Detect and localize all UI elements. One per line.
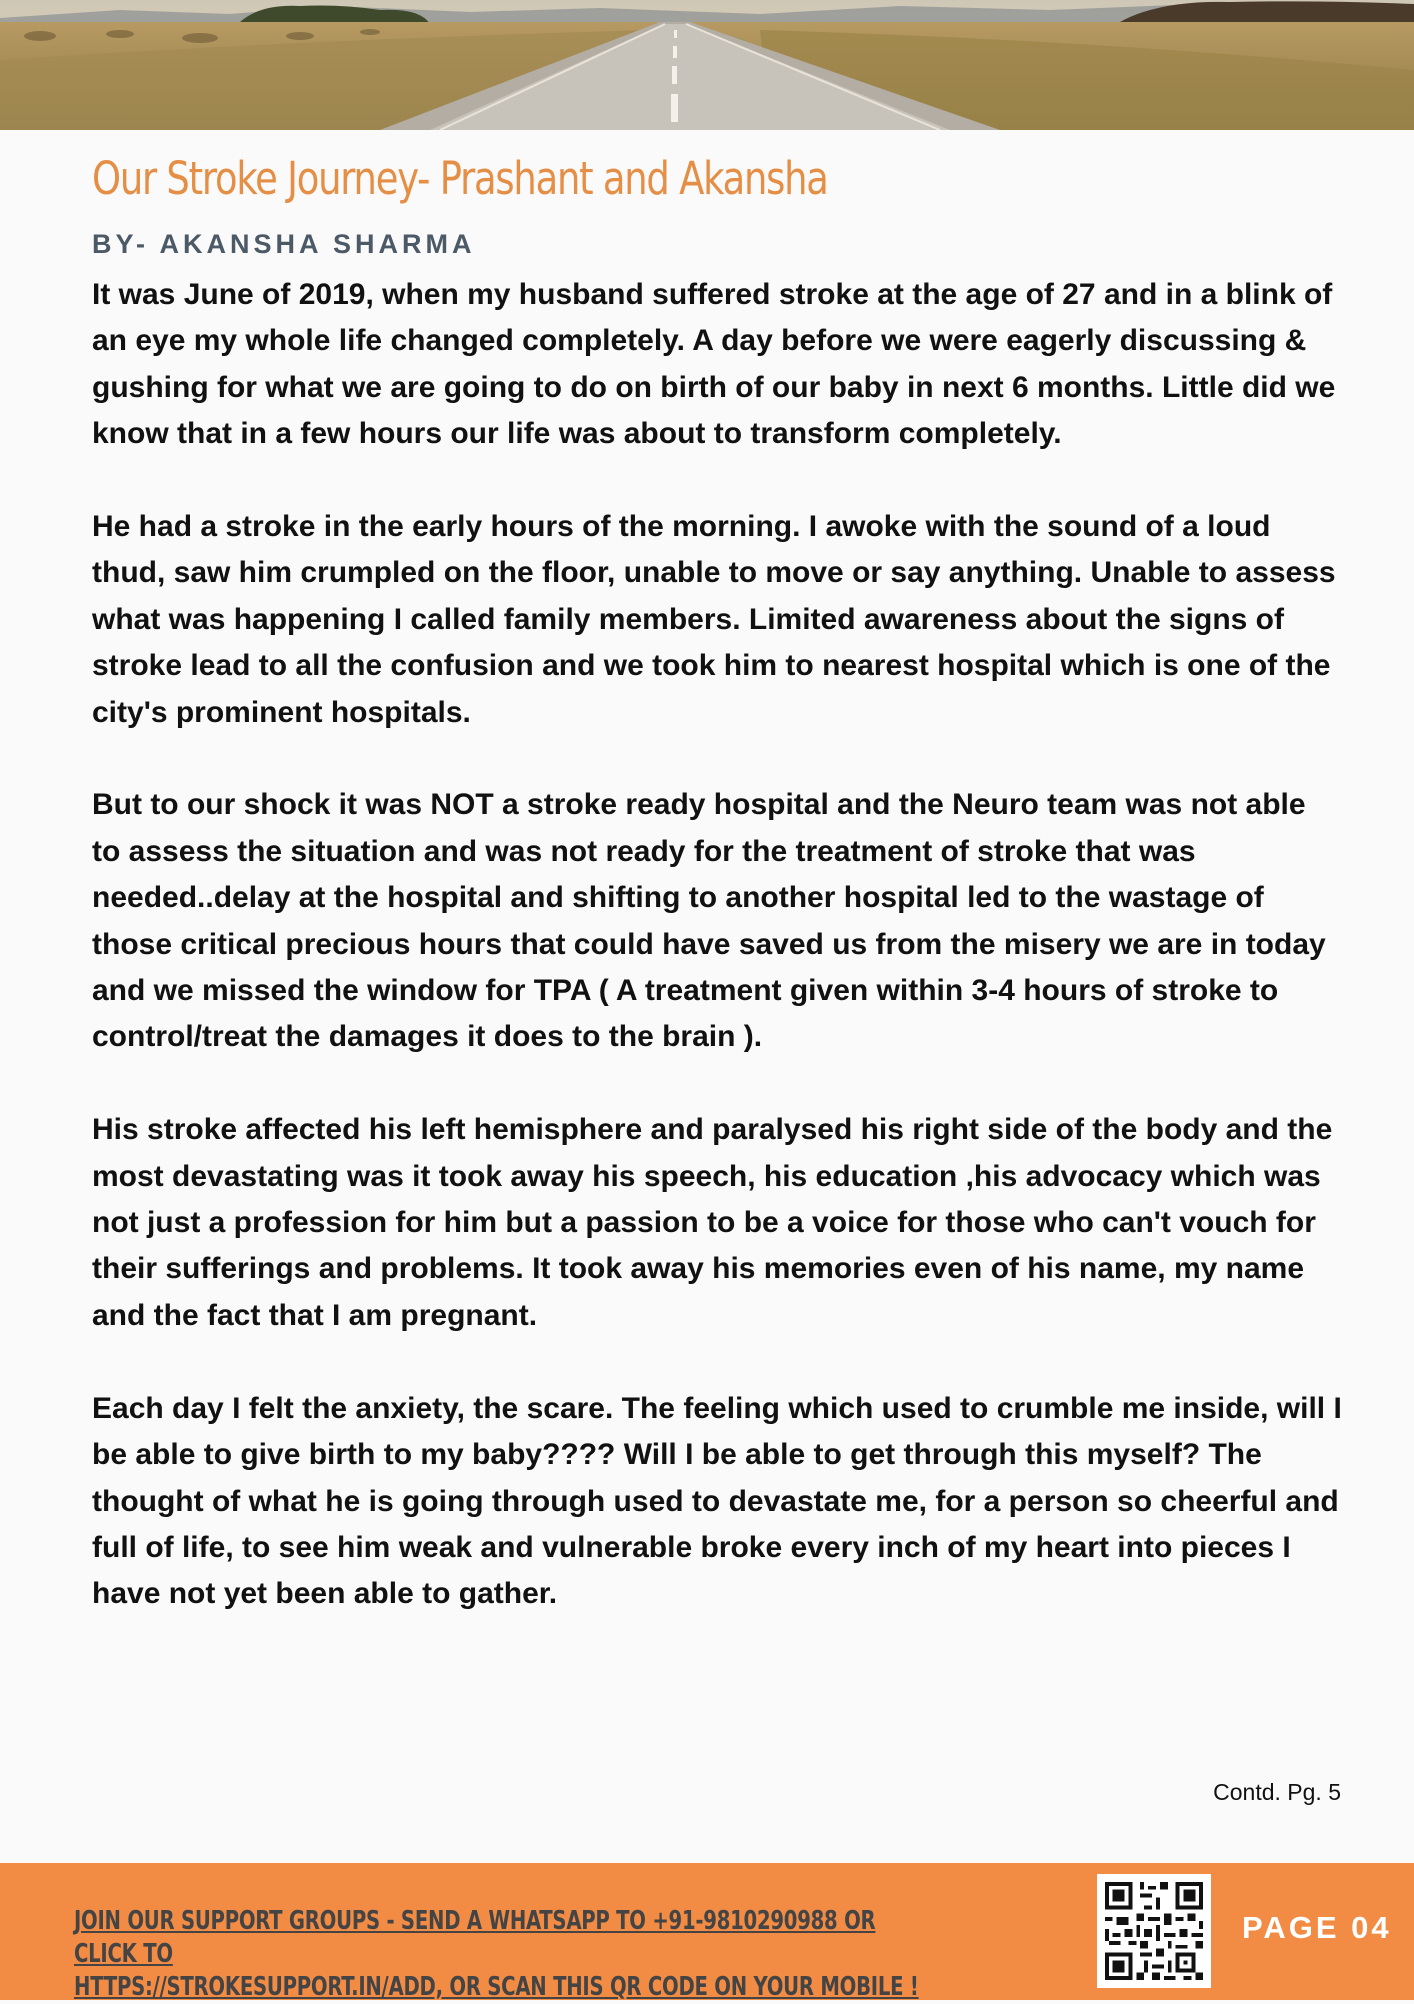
article-title: Our Stroke Journey- Prashant and Akansha bbox=[92, 152, 828, 205]
article-paragraph: But to our shock it was NOT a stroke ready hospital and the Neuro team was not able to assess the situation and was not ready for the treatment of stroke that was needed..delay at the hospital and shifting to another hospital led to the wastage of those critical precious hours that could have saved us from the misery we are in today and we missed the window for TPA ( A treatment given within 3-4 hours of stroke to control/treat the damages it does to the brain ). bbox=[92, 788, 1326, 1054]
header-banner-image bbox=[0, 0, 1414, 130]
support-group-link-line-1[interactable]: JOIN OUR SUPPORT GROUPS - SEND A WHATSAPP TO +91-9810290988 OR CLICK TO bbox=[74, 1906, 876, 1969]
page-number: PAGE 04 bbox=[1242, 1910, 1392, 1945]
article-paragraph: Each day I felt the anxiety, the scare. The feeling which used to crumble me inside, will I be able to give birth to my baby???? Will I be able to get through this myself? The thought of what he is going through used to devastate me, for a person so cheerful and full of life, to see him weak and vulnerable broke every inch of my heart into pieces I have not yet been able to gather. bbox=[92, 1391, 1342, 1611]
article-byline: BY- AKANSHA SHARMA bbox=[92, 229, 476, 259]
article-body bbox=[92, 272, 1342, 1664]
qr-code-icon[interactable] bbox=[1097, 1874, 1211, 1988]
article-paragraph: He had a stroke in the early hours of the morning. I awoke with the sound of a loud thud, saw him crumpled on the floor, unable to move or say anything. Unable to assess what was happening I called family members. Limited awareness about the signs of stroke lead to all the confusion and we took him to nearest hospital which is one of the city's prominent hospitals. bbox=[92, 510, 1336, 729]
article-paragraph: His stroke affected his left hemisphere and paralysed his right side of the body and the most devastating was it took away his speech, his education ,his advocacy which was not just a profession for him but a passion to be a voice for those who can't vouch for their sufferings and problems. It took away his memories even of his name, my name and the fact that I am pregnant. bbox=[92, 1113, 1333, 1332]
footer-bar bbox=[0, 1863, 1414, 2000]
support-group-link[interactable] bbox=[74, 1905, 943, 2004]
article-paragraph: It was June of 2019, when my husband suffered stroke at the age of 27 and in a blink of an eye my whole life changed completely. A day before we were eagerly discussing & gushing for what we are going to do on birth of our baby in next 6 months. Little did we know that in a few hours our life was about to transform completely. bbox=[92, 278, 1336, 451]
support-group-link-line-2[interactable]: HTTPS://STROKESUPPORT.IN/ADD, OR SCAN THIS QR CODE ON YOUR MOBILE ! bbox=[74, 1972, 919, 2002]
continued-note: Contd. Pg. 5 bbox=[1213, 1779, 1341, 1805]
